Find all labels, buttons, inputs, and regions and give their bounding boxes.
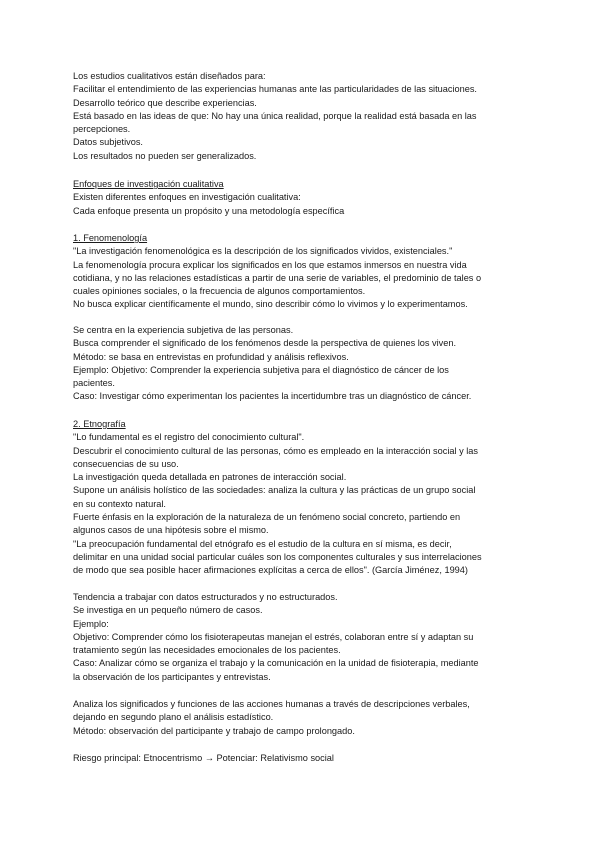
text-line: Tendencia a trabajar con datos estructurados y no estructurados. — [73, 592, 338, 602]
fenomenologia-section — [73, 232, 533, 312]
section-heading: 2. Etnografía — [73, 419, 126, 429]
etnografia-section — [73, 418, 533, 578]
text-line: Datos subjetivos. — [73, 137, 143, 148]
text-line: Se centra en la experiencia subjetiva de las personas. — [73, 325, 294, 335]
text-line: Se investiga en un pequeño número de casos. — [73, 605, 263, 616]
fenomenologia-details — [73, 324, 533, 404]
text-line: La investigación queda detallada en patrones de interacción social. — [73, 472, 347, 483]
text-line: Método: se basa en entrevistas en profundidad y análisis reflexivos. — [73, 351, 349, 362]
riesgo-line — [73, 752, 533, 765]
text-line: percepciones. — [73, 124, 131, 135]
text-line: pacientes. — [73, 378, 115, 389]
text-line: la observación de los participantes y entrevistas. — [73, 671, 271, 682]
text-line: cuales opiniones sociales, o la frecuencia de algunos comportamientos. — [73, 286, 366, 297]
text-line: La fenomenología procura explicar los significados en los que estamos inmersos en nuestra vida — [73, 259, 467, 270]
etnografia-analysis — [73, 698, 533, 738]
text-line: dejando en segundo plano el análisis estadístico. — [73, 712, 274, 723]
text-line: Está basado en las ideas de que: No hay una única realidad, porque la realidad está basada en las — [73, 110, 477, 121]
text-line: Facilitar el entendimiento de las experiencias humanas ante las particularidades de las situaciones. — [73, 84, 477, 95]
text-line: "La investigación fenomenológica es la descripción de los significados vividos, existenciales." — [73, 246, 453, 257]
text-line: Caso: Investigar cómo experimentan los pacientes la incertidumbre tras un diagnóstico de cáncer. — [73, 391, 472, 402]
text-line: Analiza los significados y funciones de las acciones humanas a través de descripciones verbales, — [73, 699, 470, 709]
text-line: Cada enfoque presenta un propósito y una metodología específica — [73, 205, 345, 216]
section-heading: Enfoques de investigación cualitativa — [73, 179, 224, 189]
enfoques-section — [73, 178, 533, 218]
text-line: de modo que sea posible hacer afirmaciones explícitas a cerca de ellos". (García Jiménez, 1994) — [73, 565, 468, 576]
text-line: Desarrollo teórico que describe experiencias. — [73, 97, 257, 108]
text-line: Objetivo: Comprender cómo los fisioterapeutas manejan el estrés, colaboran entre sí y adaptan su — [73, 631, 474, 642]
text-line: tratamiento según las necesidades emocionales de los pacientes. — [73, 645, 341, 656]
text-line: Existen diferentes enfoques en investigación cualitativa: — [73, 192, 301, 203]
intro-paragraph — [73, 70, 533, 163]
text-line: Método: observación del participante y trabajo de campo prolongado. — [73, 725, 355, 736]
text-line: consecuencias de su uso. — [73, 458, 179, 469]
text-line: "La preocupación fundamental del etnógrafo es el estudio de la cultura en sí misma, es decir, — [73, 538, 452, 549]
text-line: delimitar en una unidad social particular cuáles son los componentes culturales y sus interrelaciones — [73, 551, 482, 562]
text-line: Descubrir el conocimiento cultural de las personas, cómo es empleado en la interacción social y las — [73, 445, 478, 456]
text-line: Fuerte énfasis en la exploración de la naturaleza de un fenómeno social concreto, partiendo en — [73, 512, 461, 523]
text-line: Los resultados no pueden ser generalizados. — [73, 150, 257, 161]
text-line: Los estudios cualitativos están diseñados para: — [73, 71, 266, 81]
etnografia-details — [73, 591, 533, 684]
text-line: algunos casos de una hipótesis sobre el mismo. — [73, 525, 269, 536]
text-line: Busca comprender el significado de los fenómenos desde la perspectiva de quienes los viven. — [73, 338, 457, 349]
text-line: "Lo fundamental es el registro del conocimiento cultural". — [73, 432, 305, 443]
text-line: No busca explicar científicamente el mundo, sino describir cómo lo vivimos y lo experimentamos. — [73, 299, 468, 310]
text-line: Ejemplo: Objetivo: Comprender la experiencia subjetiva para el diagnóstico de cáncer de los — [73, 364, 449, 375]
text-line: Caso: Analizar cómo se organiza el trabajo y la comunicación en la unidad de fisioterapia, mediante — [73, 658, 479, 669]
text-line: cotidiana, y no las relaciones estadísticas a partir de una serie de variables, el predominio de tales o — [73, 272, 482, 283]
text-line: en su contexto natural. — [73, 498, 166, 509]
text-line: Ejemplo: — [73, 618, 109, 629]
text-line: Supone un análisis holístico de las sociedades: analiza la cultura y las prácticas de un grupo social — [73, 485, 476, 496]
section-heading: 1. Fenomenología — [73, 233, 148, 243]
text-line: Riesgo principal: Etnocentrismo → Potenciar: Relativismo social — [73, 753, 334, 763]
